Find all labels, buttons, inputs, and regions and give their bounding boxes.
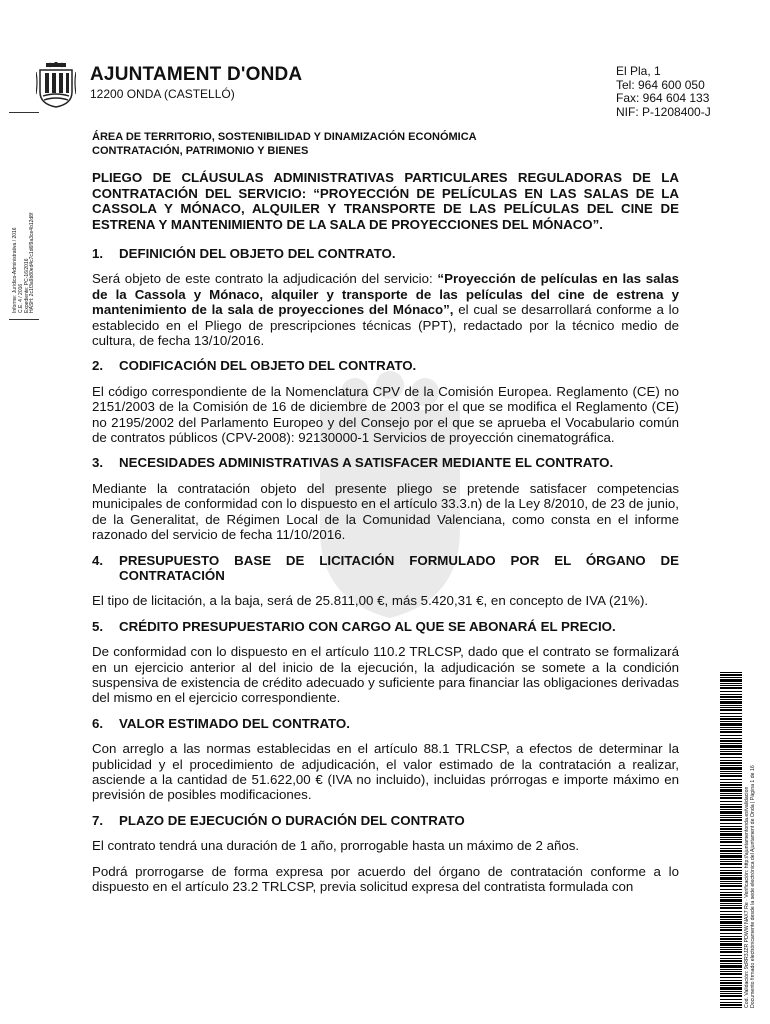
barcode-bar [720, 1004, 742, 1006]
section-paragraph [92, 271, 679, 348]
barcode-bar [720, 801, 742, 802]
contact-block [616, 65, 711, 119]
barcode-bar [720, 701, 742, 704]
barcode-bar [720, 775, 742, 777]
barcode-bar [720, 993, 742, 994]
barcode-bar [720, 749, 742, 750]
barcode-bar [720, 709, 742, 711]
department-line: ÁREA DE TERRITORIO, SOSTENIBILIDAD Y DINAMIZACIÓN ECONÓMICA [92, 131, 477, 143]
barcode-bar [720, 784, 742, 786]
barcode-bar [720, 889, 742, 890]
section-heading [92, 716, 679, 731]
barcode-bar [720, 897, 742, 898]
barcode-bar [720, 1002, 742, 1003]
section-paragraph: De conformidad con lo dispuesto en el artículo 110.2 TRLCSP, dado que el contrato se formalizará en un ejercicio anterior al del inicio de la ejecución, la adjudicación se somete a la condición suspensiva de existencia de crédito adecuado y suficiente para financiar las obligaciones derivadas del mismo en el ejercicio correspondiente. [92, 644, 679, 706]
barcode-bar [720, 753, 742, 755]
contact-address: El Pla, 1 [616, 64, 661, 78]
barcode-bar [720, 721, 742, 722]
barcode-bar [720, 837, 742, 838]
barcode-bar [720, 883, 742, 884]
barcode-bar [720, 779, 742, 780]
barcode-bar [720, 999, 742, 1000]
barcode-bar [720, 938, 742, 940]
section-number: 6. [92, 715, 104, 731]
section-title: PRESUPUESTO BASE DE LICITACIÓN FORMULADO POR EL ÓRGANO DE CONTRATACIÓN [119, 552, 679, 583]
verification-strip [720, 672, 756, 1008]
barcode-bar [720, 892, 742, 893]
section-number: 4. [92, 552, 104, 568]
barcode-bar [720, 672, 742, 673]
barcode-bar [720, 809, 742, 810]
barcode-bar [720, 933, 742, 934]
coat-of-arms-logo [36, 62, 76, 108]
barcode-bar [720, 969, 742, 970]
barcode-bar [720, 731, 742, 733]
barcode-bar [720, 845, 742, 846]
barcode-bar [720, 925, 742, 926]
barcode-bar [720, 819, 742, 821]
barcode-bar [720, 921, 742, 924]
barcode-bar [720, 679, 742, 682]
barcode-bar [720, 875, 742, 876]
barcode-bar [720, 977, 742, 978]
section-heading [92, 358, 679, 373]
department-header [92, 130, 477, 158]
section-number: 3. [92, 455, 104, 471]
registry-stamp [9, 112, 39, 320]
barcode-bar [720, 738, 742, 739]
barcode-bar [720, 839, 742, 840]
barcode-bar [720, 850, 742, 852]
barcode-bar [720, 795, 742, 796]
paragraph-text: el cual se desarrollará conforme a lo establecido en el Pliego de prescripciones técnicas (PPT), redactado por la técnico medio de cultura, de fecha 13/10/2016. [92, 302, 679, 349]
barcode-bar [720, 743, 742, 744]
barcode-bar [720, 793, 742, 794]
barcode-bar [720, 826, 742, 827]
barcode-bar [720, 1007, 742, 1008]
barcode-bar [720, 815, 742, 816]
barcode-bar [720, 955, 742, 956]
section-number: 7. [92, 812, 104, 828]
barcode-bar [720, 919, 742, 920]
barcode-bar [720, 789, 742, 792]
barcode-bar [720, 811, 742, 814]
barcode-bar [720, 947, 742, 948]
barcode-bar [720, 903, 742, 904]
barcode-bar [720, 771, 742, 772]
section-paragraph: Mediante la contratación objeto del presente pliego se pretende satisfacer competencias municipales de conformidad con lo dispuesto en el artículo 33.3.n) de la Ley 8/2010, de 23 de junio, de la Generalitat, de Régimen Local de la Comunidad Valenciana, como consta en el informe razonado del servicio de fecha 11/10/2016. [92, 480, 679, 543]
document-body [92, 246, 679, 904]
barcode-bar [720, 782, 742, 783]
barcode-bar [720, 914, 742, 915]
stamp-line: C.E. 4 / 2016 [17, 283, 24, 313]
barcode-bar [720, 683, 742, 684]
barcode-bar [720, 870, 742, 871]
barcode-bar [720, 929, 742, 931]
barcode-bar [720, 751, 742, 752]
stamp-line: Informe: Jurídico-Administrativa / 2016 [12, 227, 18, 313]
barcode-bar [720, 951, 742, 953]
barcode-bar [720, 885, 742, 887]
barcode-bar [720, 691, 742, 692]
section-number: 2. [92, 358, 104, 374]
barcode-bar [720, 674, 742, 676]
barcode-bar [720, 797, 742, 799]
barcode-bar [720, 872, 742, 874]
barcode-bar [720, 716, 742, 717]
barcode-bar [720, 831, 742, 832]
barcode-bar [720, 982, 742, 984]
barcode-bar [720, 806, 742, 808]
barcode-bar [720, 848, 742, 849]
barcode-bar [720, 757, 742, 758]
barcode-bar [720, 949, 742, 950]
stamp-line: Expediente: PC-16/2016 [23, 258, 30, 313]
barcode-bar [720, 773, 742, 774]
section-number: 1. [92, 246, 104, 261]
barcode-bar [720, 760, 742, 761]
barcode-bar [720, 713, 742, 714]
verification-signature-text: Documento firmado electrónicamente desde la sede electrónica del Ajuntament de Onda | Página 1 de 16 [750, 765, 756, 1008]
barcode-bar [720, 936, 742, 937]
barcode-bar [720, 894, 742, 896]
barcode-bar [720, 911, 742, 912]
section-heading [92, 553, 679, 584]
barcode-bar [720, 995, 742, 997]
barcode-bar [720, 958, 742, 959]
contact-nif: NIF: P-1208400-J [616, 104, 711, 119]
barcode-bar [720, 943, 742, 946]
barcode-bar [720, 859, 742, 860]
barcode-bar [720, 762, 742, 764]
verification-code-text: Cod. Validación: 9cRR3JZR PDWW NAX7 Re · Verificación: http://ajuntamentonda.es/validacion [744, 786, 750, 1008]
section-paragraph: El contrato tendrá una duración de 1 año, prorrogable hasta un máximo de 2 años. [92, 838, 580, 854]
barcode-bar [720, 740, 742, 742]
section-heading [92, 455, 679, 470]
barcode-bar [720, 855, 742, 858]
document-title: PLIEGO DE CLÁUSULAS ADMINISTRATIVAS PARTICULARES REGULADORAS DE LA CONTRATACIÓN DEL SERVICIO: “PROYECCIÓN DE PELÍCULAS EN LAS SALAS DE LA CASSOLA Y MÓNACO, ALQUILER Y TRANSPORTE DE LAS PELÍCULAS DEL CINE DE ESTRENA Y MANTENIMIENTO DE LA SALA DE PROYECCIONES DEL MÓNACO”. [92, 170, 679, 232]
barcode-bar [720, 828, 742, 830]
department-subline: CONTRATACIÓN, PATRIMONIO Y BIENES [92, 145, 309, 157]
section-paragraph: Podrá prorrogarse de forma expresa por acuerdo del órgano de contratación conforme a lo dispuesto en el artículo 23.2 TRLCSP, previa solicitud expresa del contratista formulada con [92, 863, 679, 894]
barcode-bar [720, 867, 742, 868]
barcode-bar [720, 767, 742, 770]
section-paragraph: El tipo de licitación, a la baja, será de 25.811,00 €, más 5.420,31 €, en concepto de IVA (21%). [92, 593, 649, 609]
barcode-bar [720, 705, 742, 706]
barcode-bar [720, 804, 742, 805]
barcode-bar [720, 823, 742, 824]
barcode-bar [720, 971, 742, 972]
barcode-bar [720, 916, 742, 918]
barcode-bar [720, 729, 742, 730]
barcode-bar [720, 745, 742, 748]
barcode-bar [720, 765, 742, 766]
barcode-bar [720, 861, 742, 862]
section-heading [92, 813, 679, 828]
section-title: CRÉDITO PRESUPUESTARIO CON CARGO AL QUE SE ABONARÁ EL PRECIO. [119, 618, 616, 634]
barcode-bar [720, 685, 742, 686]
organization-city: 12200 ONDA (CASTELLÓ) [90, 87, 235, 101]
contact-phone: Tel: 964 600 050 [616, 77, 705, 92]
barcode-bar [720, 905, 742, 906]
barcode-bar [720, 965, 742, 968]
barcode-bar [720, 899, 742, 902]
barcode-bar [720, 718, 742, 720]
paragraph-text: Será objeto de este contrato la adjudicación del servicio: [92, 271, 438, 287]
section-paragraph: El código correspondiente de la Nomenclatura CPV de la Comisión Europea. Reglamento (CE) no 2151/2003 de la Comisión de 16 de diciembre de 2003 por el que se modifica el Reglamento (CE) no 2195/2002 del Parlamento Europeo y del Consejo por el que se aprueba el Vocabulario común de contratos públicos (CPV-2008): 92130000-1 Servicios de proyección cinematográfica. [92, 383, 679, 446]
section-number: 5. [92, 618, 104, 634]
barcode-bar [720, 927, 742, 928]
barcode-bar [720, 696, 742, 698]
barcode-bar [720, 863, 742, 865]
barcode-bar [720, 841, 742, 843]
barcode-bar [720, 963, 742, 964]
section-title: DEFINICIÓN DEL OBJETO DEL CONTRATO. [119, 246, 396, 261]
barcode-bar [720, 699, 742, 700]
barcode-bar [720, 877, 742, 880]
barcode-bar [720, 907, 742, 909]
barcode-bar [720, 833, 742, 836]
barcode-bar [720, 735, 742, 736]
section-heading [92, 246, 679, 261]
contact-fax: Fax: 964 604 133 [616, 91, 710, 106]
barcode-bar [720, 727, 742, 728]
barcode-bar [720, 960, 742, 962]
barcode-bar [720, 881, 742, 882]
paragraph-bold-text: “Proyección de películas en las salas de la Cassola y Mónaco, alquiler y transporte de las películas del cine de estrena y mantenimiento de la sala de proyecciones del Mónaco”, [92, 271, 679, 318]
barcode-bar [720, 694, 742, 695]
barcode-bar [720, 787, 742, 788]
barcode-bar [720, 991, 742, 992]
barcode-bar [720, 973, 742, 975]
barcode-bar [720, 707, 742, 708]
section-title: VALOR ESTIMADO DEL CONTRATO. [119, 715, 350, 731]
stamp-line: HASH: 2c1f3a9b80ed4c7c1d6f9a3ce4b12d8f [29, 212, 36, 313]
barcode-bar [720, 817, 742, 818]
section-heading [92, 619, 679, 634]
organization-name: AJUNTAMENT D'ONDA [90, 64, 303, 85]
section-paragraph: Con arreglo a las normas establecidas en el artículo 88.1 TRLCSP, a efectos de determinar la publicidad y el procedimiento de adjudicación, el valor estimado de la contratación a realizar, asciende a la cantidad de 51.622,00 € (IVA no incluido), incluidas prórrogas e importe máximo en previsión de posibles modificaciones. [92, 741, 679, 803]
barcode-bar [720, 941, 742, 942]
section-title: CODIFICACIÓN DEL OBJETO DEL CONTRATO. [119, 358, 417, 374]
barcode-bar [720, 853, 742, 854]
barcode-bar [720, 985, 742, 986]
barcode-bar [720, 687, 742, 689]
section-title: NECESIDADES ADMINISTRATIVAS A SATISFACER MEDIANTE EL CONTRATO. [119, 455, 614, 471]
barcode-bar [720, 677, 742, 678]
verification-barcode [720, 672, 742, 1008]
barcode-bar [720, 723, 742, 726]
barcode-bar [720, 980, 742, 981]
section-title: PLAZO DE EJECUCIÓN O DURACIÓN DEL CONTRATO [119, 812, 465, 828]
barcode-bar [720, 987, 742, 990]
